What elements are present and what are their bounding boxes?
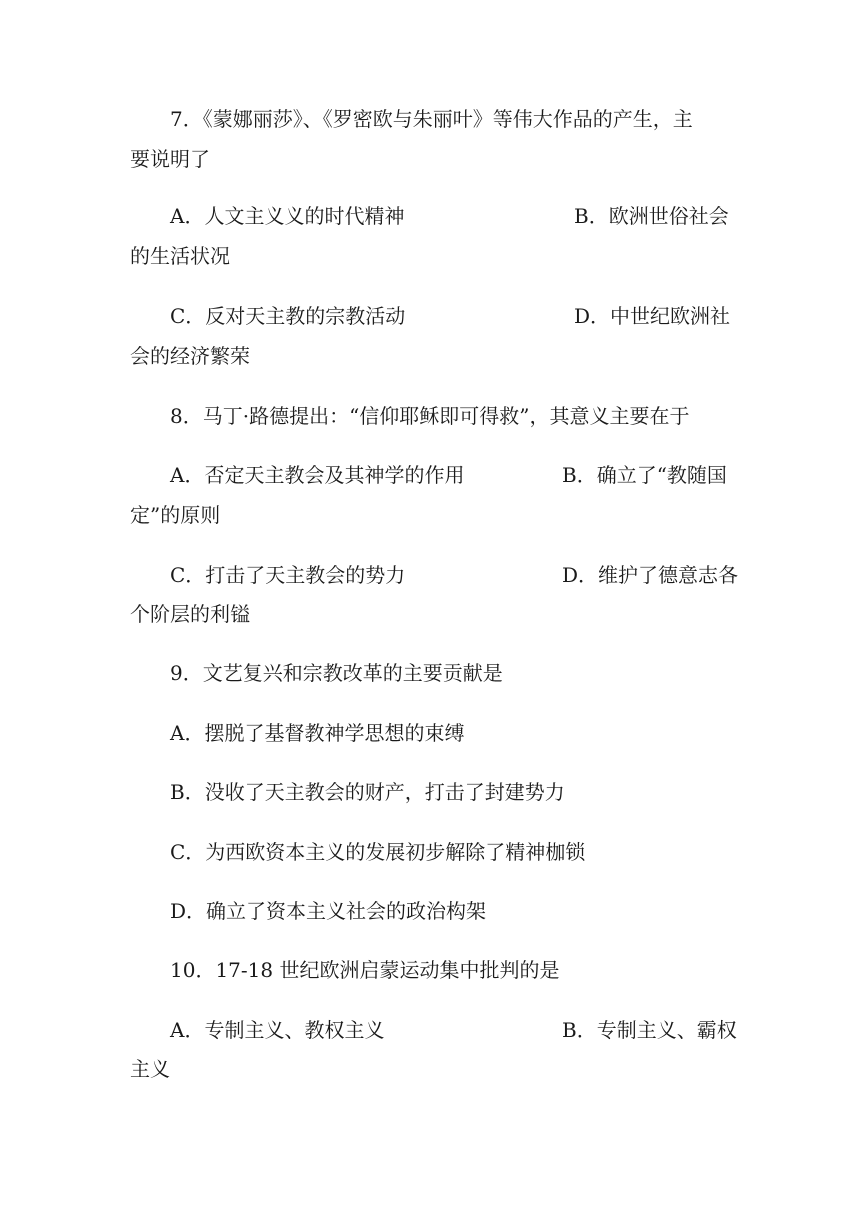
question-9-stem-line-1: 9．文艺复兴和宗教改革的主要贡献是 [170, 661, 503, 685]
question-8-stem-line-1: 8．马丁·路德提出：“信仰耶稣即可得救”，其意义主要在于 [170, 404, 690, 428]
question-7-option-a: A．人文主义义的时代精神 [170, 204, 405, 228]
question-8-option-c: C．打击了天主教会的势力 [170, 563, 406, 587]
question-8-option-a: A．否定天主教会及其神学的作用 [170, 463, 465, 487]
question-9-option-d: D．确立了资本主义社会的政治构架 [170, 899, 487, 923]
question-8-option-d-line-2: 个阶层的利镒 [130, 602, 250, 626]
question-8-option-d-line-1: D．维护了德意志各 [562, 563, 739, 587]
question-10-option-b-line-2: 主义 [130, 1057, 170, 1081]
question-8-option-b-line-1: B．确立了“教随国 [562, 463, 727, 487]
question-10-option-a: A．专制主义、教权主义 [170, 1018, 385, 1042]
question-8-option-b-line-2: 定”的原则 [130, 503, 221, 527]
question-7-stem-line-2: 要说明了 [130, 147, 210, 171]
question-7-option-b-line-1: B．欧洲世俗社会 [574, 204, 729, 228]
question-9-option-a: A．摆脱了基督教神学思想的束缚 [170, 721, 465, 745]
question-9-option-b: B．没收了天主教会的财产，打击了封建势力 [170, 780, 565, 804]
question-9-option-c: C．为西欧资本主义的发展初步解除了精神枷锁 [170, 840, 586, 864]
question-7-option-d-line-1: D．中世纪欧洲社 [574, 304, 731, 328]
question-7-stem-line-1: 7．《蒙娜丽莎》、《罗密欧与朱丽叶》等伟大作品的产生，主 [170, 107, 693, 131]
question-7-option-b-line-2: 的生活状况 [130, 244, 230, 268]
question-7-option-d-line-2: 会的经济繁荣 [130, 344, 250, 368]
question-7-option-c: C．反对天主教的宗教活动 [170, 304, 406, 328]
question-10-stem-line-1: 10．17-18 世纪欧洲启蒙运动集中批判的是 [170, 958, 560, 982]
question-10-option-b-line-1: B．专制主义、霸权 [562, 1018, 737, 1042]
